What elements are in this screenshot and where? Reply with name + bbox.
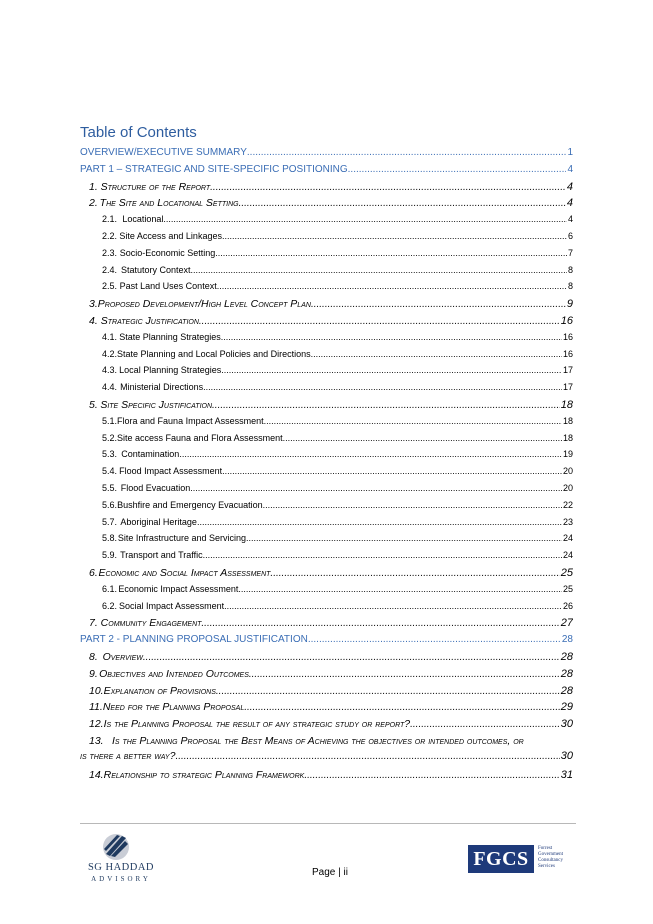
toc-entry-number: 6.: [89, 567, 98, 579]
toc-entry-number: 2.: [89, 197, 98, 210]
fgcs-caption-line: Government: [538, 852, 563, 857]
toc-entry-number: 7.: [89, 617, 98, 630]
toc-entry-page: 23: [562, 516, 573, 527]
toc-section-entry[interactable]: [80, 298, 573, 314]
fgcs-logo: [468, 845, 574, 875]
toc-subsection-entry[interactable]: [80, 550, 573, 566]
toc-leader-dots: [221, 332, 562, 342]
toc-entry-number: 2.3.: [102, 247, 118, 258]
toc-entry-label: Strategic Justification: [100, 315, 199, 327]
fgcs-caption-line: Services: [538, 864, 555, 869]
toc-entry-label: Contamination: [121, 449, 180, 460]
toc-entry-label: Site Specific Justification: [100, 399, 213, 411]
toc-entry-page: 29: [560, 701, 573, 714]
toc-entry-page: 26: [562, 600, 573, 611]
toc-entry-label: Economic and Social Impact Assessment: [98, 567, 271, 579]
toc-entry-number: 2.1.: [102, 214, 118, 225]
toc-entry-label: Explanation of Provisions: [103, 684, 216, 697]
toc-entry-page: 20: [562, 483, 573, 493]
toc-leader-dots: [210, 182, 566, 193]
toc-leader-dots: [410, 719, 560, 730]
toc-entry-number: 4.1.: [102, 331, 118, 342]
toc-leader-dots: [190, 483, 562, 493]
toc-entry-label: Local Planning Strategies: [119, 365, 222, 376]
toc-entry-label: Is the Planning Proposal the result of any strategic study or report?: [103, 718, 411, 731]
toc-leader-dots: [311, 299, 566, 310]
toc-entry-label: Site access Fauna and Flora Assessment: [117, 432, 283, 443]
toc-leader-dots: [216, 686, 560, 697]
toc-entry-label: Relationship to strategic Planning Framework: [103, 768, 305, 781]
toc-entry-number: 4.3.: [102, 365, 118, 376]
toc-section-entry[interactable]: [80, 668, 573, 684]
toc-entry-page: 30: [560, 750, 573, 762]
toc-section-entry[interactable]: [80, 399, 573, 415]
toc-entry-label: Need for the Planning Proposal: [102, 701, 245, 714]
toc-leader-dots: [270, 568, 559, 579]
toc-section-entry[interactable]: [80, 651, 573, 667]
toc-entry-number: 4.: [89, 315, 98, 327]
toc-entry-page: 28: [560, 651, 573, 663]
toc-leader-dots: [239, 198, 566, 209]
toc-leader-dots: [246, 533, 562, 543]
toc-subsection-entry[interactable]: [80, 584, 573, 600]
toc-entry-page: 27: [560, 617, 573, 630]
toc-entry-label: Site Infrastructure and Servicing: [117, 533, 246, 544]
sg-haddad-logo: [80, 832, 162, 884]
toc-entry-number: 5.9.: [102, 550, 118, 561]
toc-subsection-entry[interactable]: [80, 332, 573, 348]
toc-entry-number: 5.2.: [102, 432, 118, 443]
toc-entry-label: Locational: [122, 214, 164, 225]
toc-section-entry[interactable]: [80, 701, 573, 717]
toc-leader-dots: [249, 669, 560, 680]
toc-section-entry[interactable]: [80, 181, 573, 197]
toc-leader-dots: [263, 500, 562, 510]
toc-entry-label: Flood Evacuation: [120, 483, 191, 493]
toc-part-entry[interactable]: [80, 147, 573, 163]
toc-subsection-entry[interactable]: [80, 517, 573, 533]
toc-entry-page: 24: [562, 533, 573, 544]
toc-entry-page: 20: [562, 466, 573, 477]
toc-entry-label: Site Access and Linkages: [119, 231, 222, 241]
toc-leader-dots: [203, 382, 562, 392]
toc-entry-page: 19: [562, 449, 573, 460]
toc-section-entry[interactable]: [80, 685, 573, 701]
toc-entry-label: Is the Planning Proposal the Best Means of Achieving the objectives or intended outcomes, or: [112, 735, 524, 747]
toc-leader-dots: [201, 618, 559, 629]
toc-entry-page: 8: [567, 264, 573, 275]
toc-entry-page: 18: [560, 399, 573, 411]
toc-leader-dots: [199, 316, 560, 327]
toc-leader-dots: [224, 601, 562, 611]
toc-entry-page: 6: [567, 231, 573, 241]
toc-leader-dots: [191, 265, 567, 275]
toc-leader-dots: [197, 517, 562, 527]
toc-entry-label: Transport and Traffic: [120, 550, 203, 561]
toc-leader-dots: [163, 214, 567, 224]
toc-subsection-entry[interactable]: [80, 382, 573, 398]
fgcs-logo-mark: FGCS: [468, 845, 534, 873]
toc-section-entry[interactable]: [80, 197, 573, 213]
toc-leader-dots: [221, 365, 562, 375]
toc-entry-label: PART 2 - PLANNING PROPOSAL JUSTIFICATION: [80, 634, 308, 646]
toc-entry-page: 7: [567, 247, 573, 258]
toc-entry-page: 1: [567, 147, 573, 158]
toc-section-entry[interactable]: [80, 769, 573, 785]
toc-entry-page: 25: [560, 567, 573, 579]
toc-entry-label: Social Impact Assessment: [119, 600, 225, 611]
toc-entry-label: State Planning and Local Policies and Directions: [117, 348, 311, 359]
toc-entry-page: 4: [566, 180, 573, 193]
toc-entry-page: 28: [560, 684, 573, 697]
footer-divider: [80, 823, 576, 824]
toc-leader-dots: [175, 751, 559, 762]
toc-leader-dots: [143, 652, 560, 663]
toc-entry-page: 17: [562, 382, 573, 393]
toc-entry-number: 13.: [89, 735, 104, 747]
toc-entry-number: 5.4.: [102, 466, 118, 477]
toc-entry-number: 2.4.: [102, 264, 118, 275]
toc-leader-dots: [348, 164, 567, 175]
toc-entry-number: 6.1.: [102, 583, 118, 594]
toc-entry-page: 18: [562, 432, 573, 443]
toc-leader-dots: [311, 349, 562, 359]
fgcs-logo-caption: [538, 846, 563, 870]
toc-entry-label: Bushfire and Emergency Evacuation: [117, 499, 263, 510]
toc-leader-dots: [217, 281, 567, 291]
sg-haddad-emblem-icon: [100, 832, 132, 862]
toc-entry-label: Flood Impact Assessment: [119, 466, 223, 477]
toc-entry-label: The Site and Locational Setting: [99, 197, 239, 210]
toc-subsection-entry[interactable]: [80, 349, 573, 365]
toc-entry-label: State Planning Strategies: [119, 331, 221, 342]
toc-entry-number: 4.2.: [102, 348, 118, 359]
toc-leader-dots: [203, 550, 562, 560]
toc-leader-dots: [212, 400, 560, 411]
toc-entry-number: 2.2.: [102, 231, 118, 241]
toc-entry-page: 9: [566, 298, 573, 311]
toc-entry-number: 6.2.: [102, 600, 118, 611]
toc-leader-dots: [238, 584, 562, 594]
toc-entry-label: Past Land Uses Context: [119, 281, 217, 292]
toc-leader-dots: [244, 702, 560, 713]
toc-entry-number: 5.: [89, 399, 98, 411]
toc-part-entry[interactable]: [80, 164, 573, 180]
toc-entry-page: 4: [567, 163, 573, 175]
toc-entry-page: 28: [561, 634, 573, 646]
toc-entry-page: 16: [562, 331, 573, 342]
toc-leader-dots: [308, 634, 561, 645]
toc-entry-number: 1.: [89, 180, 98, 193]
toc-subsection-entry[interactable]: [80, 533, 573, 549]
toc-entry-number: 3.: [89, 298, 98, 311]
toc-entry-page: 16: [562, 348, 573, 359]
toc-entry-label: Objectives and Intended Outcomes: [99, 667, 249, 680]
toc-subsection-entry[interactable]: [80, 601, 573, 617]
toc-entry-label: Overview: [102, 651, 143, 663]
toc-leader-dots: [222, 466, 562, 476]
toc-entry-number: 10.: [89, 684, 104, 697]
toc-entry-page: 30: [560, 718, 573, 731]
toc-entry-label: Statutory Context: [120, 264, 191, 275]
toc-entry-page: 8: [567, 281, 573, 292]
toc-subsection-entry[interactable]: [80, 416, 573, 432]
toc-entry-page: 28: [560, 667, 573, 680]
toc-entry-number: 12.: [89, 718, 104, 731]
toc-subsection-entry[interactable]: [80, 449, 573, 465]
toc-title: Table of Contents: [80, 124, 197, 141]
toc-entry[interactable]: [80, 735, 573, 766]
toc-entry-page: 16: [560, 315, 573, 327]
page-number: Page | ii: [312, 867, 348, 878]
toc-entry-number: 4.4.: [102, 382, 118, 393]
toc-entry-label: OVERVIEW/EXECUTIVE SUMMARY: [80, 147, 247, 158]
toc-leader-dots: [222, 231, 567, 241]
toc-entry-number: 5.6.: [102, 499, 118, 510]
toc-entry-number: 8.: [89, 651, 98, 663]
toc-entry-label-continued: is there a better way?: [80, 750, 176, 762]
toc-section-entry[interactable]: [80, 718, 573, 734]
toc-part-entry[interactable]: [80, 634, 573, 650]
toc-entry-number: 14.: [89, 768, 104, 781]
toc-subsection-entry[interactable]: [80, 433, 573, 449]
toc-subsection-entry[interactable]: [80, 265, 573, 281]
toc-entry-label: Socio-Economic Setting: [119, 247, 216, 258]
toc-entry-number: 9.: [89, 667, 98, 680]
toc-entry-page: 4: [566, 197, 573, 210]
toc-entry-page: 18: [562, 415, 573, 426]
toc-entry-label: Proposed Development/High Level Concept Plan: [97, 298, 311, 311]
toc-section-entry[interactable]: [80, 315, 573, 331]
toc-leader-dots: [179, 449, 562, 459]
toc-section-entry[interactable]: [80, 567, 573, 583]
toc-entry-page: 4: [567, 214, 573, 225]
toc-entry-page: 31: [560, 768, 573, 781]
toc-leader-dots: [264, 416, 562, 426]
toc-subsection-entry[interactable]: [80, 281, 573, 297]
toc-subsection-entry[interactable]: [80, 483, 573, 499]
toc-entry-label: Flora and Fauna Impact Assessment: [117, 415, 264, 426]
toc-subsection-entry[interactable]: [80, 231, 573, 247]
sg-haddad-logo-name: SG HADDAD: [87, 862, 155, 873]
toc-subsection-entry[interactable]: [80, 248, 573, 264]
toc-entry-number: 11.: [89, 701, 103, 714]
toc-leader-dots: [304, 770, 559, 781]
toc-entry-number: 5.7.: [102, 516, 118, 527]
toc-entry-page: 22: [562, 499, 573, 510]
toc-leader-dots: [247, 147, 567, 158]
fgcs-caption-line: Consultancy: [538, 858, 563, 863]
toc-entry-number: 5.3.: [102, 449, 118, 460]
sg-haddad-logo-sub: ADVISORY: [91, 875, 151, 883]
toc-entry-label: Structure of the Report: [100, 180, 211, 193]
fgcs-caption-line: Forrest: [538, 846, 553, 851]
toc-subsection-entry[interactable]: [80, 466, 573, 482]
toc-entry-label: Aboriginal Heritage: [120, 516, 197, 527]
toc-leader-dots: [283, 433, 562, 443]
toc-leader-dots: [215, 248, 567, 258]
toc-subsection-entry[interactable]: [80, 500, 573, 516]
toc-entry-label: Ministerial Directions: [120, 382, 204, 393]
toc-entry-number: 5.8.: [102, 533, 118, 544]
toc-entry-page: 17: [562, 365, 573, 376]
toc-entry-page: 25: [562, 583, 573, 594]
toc-entry-number: 2.5.: [102, 281, 118, 292]
toc-section-entry[interactable]: [80, 617, 573, 633]
toc-entry-label: Community Engagement: [100, 617, 202, 630]
toc-entry-label: Economic Impact Assessment: [118, 583, 239, 594]
toc-subsection-entry[interactable]: [80, 214, 573, 230]
toc-entry-label: PART 1 – STRATEGIC AND SITE-SPECIFIC POSITIONING: [80, 163, 348, 175]
toc-entry-page: 24: [562, 550, 573, 561]
toc-entry-number: 5.5.: [102, 483, 118, 493]
toc-subsection-entry[interactable]: [80, 365, 573, 381]
toc-entry-number: 5.1.: [102, 415, 118, 426]
